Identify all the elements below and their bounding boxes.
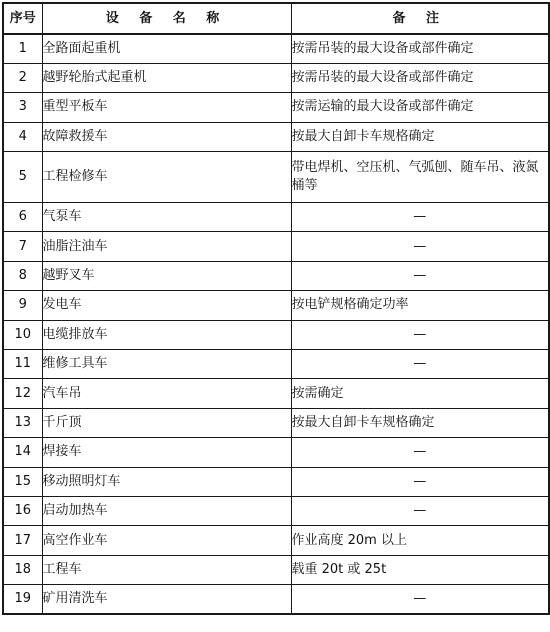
equipment-table bbox=[2, 2, 550, 615]
equipment-name: 维修工具车 bbox=[42, 350, 291, 379]
equipment-remark: — bbox=[291, 350, 549, 379]
equipment-name: 电缆排放车 bbox=[42, 320, 291, 349]
row-number: 17 bbox=[3, 526, 42, 555]
equipment-name: 移动照明灯车 bbox=[42, 467, 291, 496]
equipment-name: 汽车吊 bbox=[42, 379, 291, 408]
equipment-remark: — bbox=[291, 467, 549, 496]
equipment-name: 工程车 bbox=[42, 555, 291, 584]
table-header-row bbox=[3, 3, 549, 34]
equipment-remark: — bbox=[291, 261, 549, 290]
row-number: 7 bbox=[3, 232, 42, 261]
equipment-name: 油脂注油车 bbox=[42, 232, 291, 261]
table-row bbox=[3, 232, 549, 261]
table-row bbox=[3, 585, 549, 614]
header-serial-number: 序号 bbox=[3, 3, 42, 34]
header-remarks: 备 注 bbox=[291, 3, 549, 34]
equipment-name: 全路面起重机 bbox=[42, 34, 291, 63]
equipment-remark: 载重 20t 或 25t bbox=[291, 555, 549, 584]
equipment-name: 焊接车 bbox=[42, 438, 291, 467]
equipment-name: 千斤顶 bbox=[42, 408, 291, 437]
table-row bbox=[3, 291, 549, 320]
table-row bbox=[3, 93, 549, 122]
equipment-remark: 按最大自卸卡车规格确定 bbox=[291, 122, 549, 151]
equipment-name: 发电车 bbox=[42, 291, 291, 320]
table-row bbox=[3, 34, 549, 63]
equipment-remark: 按电铲规格确定功率 bbox=[291, 291, 549, 320]
row-number: 6 bbox=[3, 203, 42, 232]
row-number: 5 bbox=[3, 152, 42, 203]
table-row bbox=[3, 122, 549, 151]
table-row bbox=[3, 467, 549, 496]
table-row bbox=[3, 526, 549, 555]
table-row bbox=[3, 261, 549, 290]
equipment-remark: 作业高度 20m 以上 bbox=[291, 526, 549, 555]
header-equipment-name: 设 备 名 称 bbox=[42, 3, 291, 34]
equipment-name: 越野轮胎式起重机 bbox=[42, 63, 291, 92]
row-number: 18 bbox=[3, 555, 42, 584]
equipment-remark: — bbox=[291, 438, 549, 467]
row-number: 19 bbox=[3, 585, 42, 614]
equipment-remark: 按需吊装的最大设备或部件确定 bbox=[291, 34, 549, 63]
table-row bbox=[3, 152, 549, 203]
equipment-name: 故障救援车 bbox=[42, 122, 291, 151]
row-number: 8 bbox=[3, 261, 42, 290]
row-number: 3 bbox=[3, 93, 42, 122]
equipment-remark: 带电焊机、空压机、气弧刨、随车吊、液氮桶等 bbox=[291, 152, 549, 203]
row-number: 1 bbox=[3, 34, 42, 63]
equipment-name: 工程检修车 bbox=[42, 152, 291, 203]
equipment-name: 高空作业车 bbox=[42, 526, 291, 555]
equipment-remark: — bbox=[291, 203, 549, 232]
table-row bbox=[3, 203, 549, 232]
table-row bbox=[3, 350, 549, 379]
equipment-remark: 按需运输的最大设备或部件确定 bbox=[291, 93, 549, 122]
row-number: 4 bbox=[3, 122, 42, 151]
table-row bbox=[3, 555, 549, 584]
equipment-remark: — bbox=[291, 232, 549, 261]
row-number: 12 bbox=[3, 379, 42, 408]
row-number: 2 bbox=[3, 63, 42, 92]
row-number: 14 bbox=[3, 438, 42, 467]
equipment-remark: 按需确定 bbox=[291, 379, 549, 408]
row-number: 11 bbox=[3, 350, 42, 379]
equipment-name: 重型平板车 bbox=[42, 93, 291, 122]
table-row bbox=[3, 379, 549, 408]
row-number: 10 bbox=[3, 320, 42, 349]
equipment-remark: — bbox=[291, 496, 549, 525]
equipment-name: 矿用清洗车 bbox=[42, 585, 291, 614]
equipment-name: 启动加热车 bbox=[42, 496, 291, 525]
row-number: 15 bbox=[3, 467, 42, 496]
table-row bbox=[3, 320, 549, 349]
equipment-remark: — bbox=[291, 585, 549, 614]
equipment-name: 越野叉车 bbox=[42, 261, 291, 290]
table-row bbox=[3, 496, 549, 525]
equipment-remark: 按最大自卸卡车规格确定 bbox=[291, 408, 549, 437]
equipment-remark: 按需吊装的最大设备或部件确定 bbox=[291, 63, 549, 92]
table-row bbox=[3, 63, 549, 92]
table-row bbox=[3, 438, 549, 467]
equipment-name: 气泵车 bbox=[42, 203, 291, 232]
row-number: 13 bbox=[3, 408, 42, 437]
row-number: 16 bbox=[3, 496, 42, 525]
equipment-remark: — bbox=[291, 320, 549, 349]
table-row bbox=[3, 408, 549, 437]
row-number: 9 bbox=[3, 291, 42, 320]
